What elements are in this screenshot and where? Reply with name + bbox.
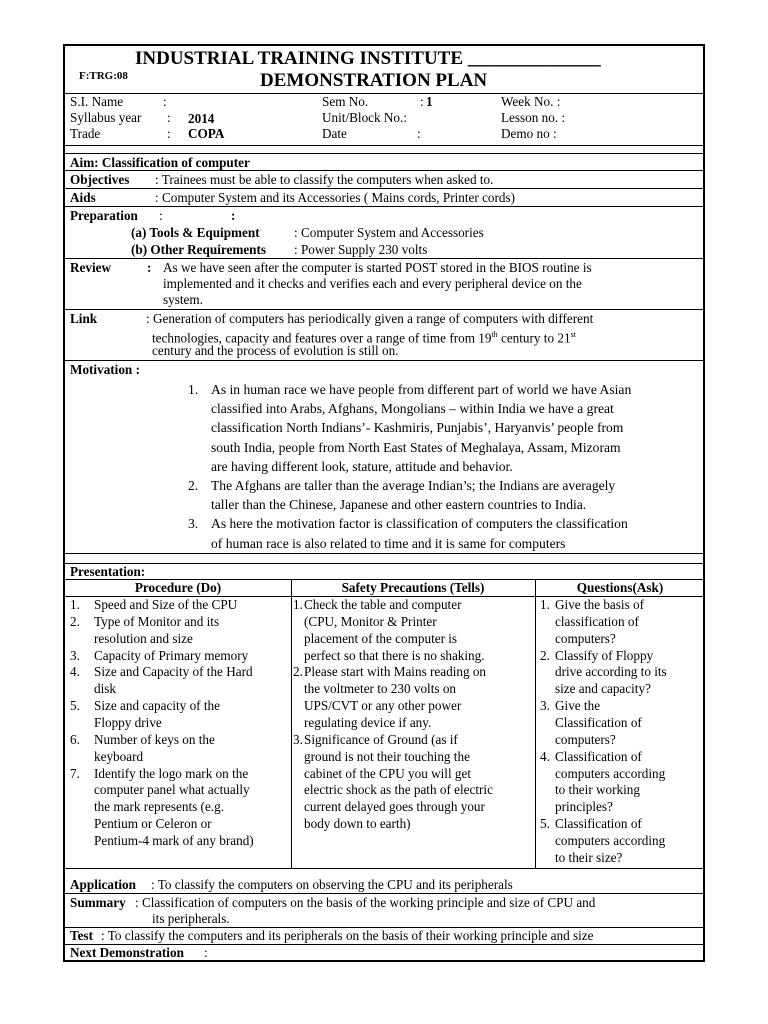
question-item-line: drive according to its	[555, 664, 667, 680]
question-item-line: computers according	[555, 832, 666, 848]
institute-title: INDUSTRIAL TRAINING INSTITUTE ______________	[135, 48, 601, 69]
procedure-item-line: Pentium-4 mark of any brand)	[94, 832, 254, 848]
column-divider	[535, 580, 536, 869]
question-item-line: Give the	[555, 698, 601, 714]
objectives-label: Objectives	[70, 172, 130, 187]
link-row	[65, 310, 703, 361]
other-req-text: : Power Supply 230 volts	[294, 242, 428, 257]
question-item-number: 3.	[540, 698, 550, 714]
sem-sep: :	[420, 94, 424, 109]
question-item-line: Classification of	[555, 714, 642, 730]
procedure-item-line: the mark represents (e.g.	[94, 799, 224, 815]
procedure-item-line: keyboard	[94, 748, 144, 764]
si-name-label: S.I. Name	[70, 94, 124, 109]
application-row	[65, 877, 703, 894]
summary-line: : Classification of computers on the basis of the working principle and size of CPU and	[135, 895, 596, 910]
safety-item-line: placement of the computer is	[304, 630, 458, 646]
question-item-line: Classify of Floppy	[555, 647, 654, 663]
preparation-sep: :	[159, 208, 163, 223]
syllabus-label: Syllabus year	[70, 110, 142, 125]
other-req-label: (b) Other Requirements	[131, 242, 267, 257]
objectives-text: : Trainees must be able to classify the computers when asked to.	[155, 172, 494, 187]
tools-label: (a) Tools & Equipment	[131, 225, 260, 240]
motivation-item-number: 1.	[188, 382, 199, 397]
presentation-row	[65, 564, 703, 580]
motivation-item-line: classification North Indians’- Kashmiris, Punjabis’, Haryanvis’ people from	[211, 420, 624, 436]
safety-item-line: (CPU, Monitor & Printer	[304, 613, 437, 629]
question-item-line: to their working	[555, 782, 640, 798]
safety-item-line: cabinet of the CPU you will get	[304, 765, 472, 781]
motivation-item-number: 3.	[188, 516, 199, 532]
procedure-item-line: disk	[94, 681, 116, 697]
aids-row	[65, 189, 703, 207]
procedure-item-number: 1.	[70, 597, 80, 612]
column-header-tells: Safety Precautions (Tells)	[341, 580, 485, 595]
review-line: implemented and it checks and verifies each and every peripheral device on the	[163, 276, 582, 291]
question-item-line: computers?	[555, 731, 616, 747]
presentation-header	[65, 580, 703, 597]
preparation-row	[65, 207, 703, 259]
safety-item-line: electric shock as the path of electric	[304, 782, 493, 798]
question-item-line: classification of	[555, 613, 639, 629]
motivation-item-number: 2.	[188, 478, 199, 493]
syllabus-value: 2014	[188, 111, 215, 126]
sem-value: 1	[426, 94, 433, 109]
sem-label: Sem No.	[322, 94, 369, 109]
review-row	[65, 259, 703, 310]
safety-item-line: the voltmeter to 230 volts on	[304, 681, 457, 697]
unit-label: Unit/Block No.:	[322, 110, 407, 125]
objectives-row	[65, 171, 703, 189]
review-line: As we have seen after the computer is started POST stored in the BIOS routine is	[163, 260, 592, 275]
question-item-line: Give the basis of	[555, 597, 644, 612]
link-line: : Generation of computers has periodically given a range of computers with different	[146, 311, 594, 326]
safety-item-line: body down to earth)	[304, 816, 411, 832]
safety-item-number: 1.	[293, 597, 303, 612]
safety-item-line: Significance of Ground (as if	[304, 731, 458, 747]
question-item-line: to their size?	[555, 849, 623, 865]
aids-text: : Computer System and its Accessories ( Mains cords, Printer cords)	[155, 190, 516, 205]
question-item-line: principles?	[555, 799, 613, 815]
procedure-item-line: Type of Monitor and its	[94, 613, 220, 629]
motivation-item-line: of human race is also related to time and it is same for computers	[211, 535, 566, 551]
procedure-item-number: 5.	[70, 698, 80, 714]
test-text: : To classify the computers and its peripherals on the basis of their working principle and size	[101, 928, 594, 943]
link-line: century and the process of evolution is still on.	[152, 343, 399, 358]
presentation-label: Presentation:	[70, 564, 146, 579]
question-item-line: computers?	[555, 630, 616, 646]
preparation-sep-2: :	[231, 208, 236, 223]
procedure-item-line: Number of keys on the	[94, 731, 215, 747]
link-line: technologies, capacity and features over a range of time from 19th century to 21st	[152, 330, 576, 346]
summary-row	[65, 894, 703, 928]
safety-item-line: ground is not their touching the	[304, 748, 470, 764]
procedure-item-number: 4.	[70, 664, 80, 680]
motivation-item-line: As in human race we have people from different part of world we have Asian	[211, 382, 632, 397]
question-item-number: 2.	[540, 647, 550, 663]
procedure-item-number: 6.	[70, 731, 80, 747]
spacer-row	[65, 146, 703, 154]
review-sep: :	[147, 260, 152, 275]
safety-item-line: Check the table and computer	[304, 597, 462, 612]
summary-line: its peripherals.	[152, 911, 230, 926]
trade-value: COPA	[188, 126, 225, 141]
spacer-row	[65, 554, 703, 564]
procedure-item-number: 7.	[70, 765, 80, 781]
aim-row	[65, 154, 703, 171]
procedure-item-line: Pentium or Celeron or	[94, 816, 212, 832]
motivation-item-line: are having different look, stature, attitude and behavior.	[211, 458, 513, 474]
procedure-item-line: computer panel what actually	[94, 782, 250, 798]
aids-label: Aids	[70, 190, 96, 205]
next-demo-row	[65, 945, 703, 961]
syllabus-sep: :	[167, 110, 171, 125]
test-label: Test	[70, 928, 93, 943]
column-divider	[291, 580, 292, 869]
procedure-item-number: 2.	[70, 613, 80, 629]
aim-text: Aim: Classification of computer	[70, 155, 250, 170]
procedure-item-line: Floppy drive	[94, 714, 162, 730]
link-label: Link	[70, 311, 98, 326]
date-label: Date	[322, 126, 347, 141]
date-sep: :	[417, 126, 421, 141]
safety-item-line: perfect so that there is no shaking.	[304, 647, 485, 663]
form-code: F:TRG:08	[79, 70, 128, 82]
trade-sep: :	[167, 126, 171, 141]
info-block	[65, 94, 703, 146]
safety-item-number: 3.	[293, 731, 303, 747]
column-header-ask: Questions(Ask)	[576, 580, 664, 595]
trade-label: Trade	[70, 126, 101, 141]
plan-title: DEMONSTRATION PLAN	[260, 70, 488, 91]
question-item-number: 5.	[540, 816, 550, 832]
motivation-item-line: south India, people from North East States of Meghalaya, Assam, Mizoram	[211, 439, 621, 455]
application-label: Application	[70, 877, 136, 892]
application-text: : To classify the computers on observing the CPU and its peripherals	[151, 877, 513, 892]
next-demo-sep: :	[204, 945, 208, 960]
column-header-do: Procedure (Do)	[134, 580, 222, 595]
procedure-item-number: 3.	[70, 647, 80, 663]
motivation-item-line: classified into Arabs, Afghans, Mongolians – within India we have a great	[211, 401, 614, 417]
safety-item-line: UPS/CVT or any other power	[304, 698, 462, 714]
motivation-item-line: taller than the Chinese, Japanese and other eastern countries to India.	[211, 497, 587, 513]
test-row	[65, 928, 703, 945]
question-item-number: 4.	[540, 748, 550, 764]
tools-text: : Computer System and Accessories	[294, 225, 484, 240]
safety-item-line: regulating device if any.	[304, 714, 432, 730]
question-item-number: 1.	[540, 597, 550, 612]
presentation-body	[65, 597, 703, 869]
procedure-item-line: Identify the logo mark on the	[94, 765, 249, 781]
procedure-item-line: Speed and Size of the CPU	[94, 597, 238, 612]
procedure-item-line: resolution and size	[94, 630, 193, 646]
motivation-item-line: The Afghans are taller than the average Indian’s; the Indians are averagely	[211, 478, 616, 493]
safety-item-number: 2.	[293, 664, 303, 680]
safety-item-line: Please start with Mains reading on	[304, 664, 487, 680]
procedure-item-line: Size and Capacity of the Hard	[94, 664, 253, 680]
si-name-sep: :	[163, 94, 167, 109]
demonstration-plan-form	[63, 44, 705, 962]
question-item-line: Classification of	[555, 816, 642, 832]
week-label: Week No. :	[501, 94, 561, 109]
demo-label: Demo no :	[501, 126, 557, 141]
motivation-row	[65, 361, 703, 554]
procedure-item-line: Capacity of Primary memory	[94, 647, 249, 663]
motivation-label: Motivation :	[70, 362, 140, 377]
next-demo-label: Next Demonstration	[70, 945, 184, 960]
procedure-item-line: Size and capacity of the	[94, 698, 220, 714]
lesson-label: Lesson no. :	[501, 110, 566, 125]
review-line: system.	[163, 292, 203, 307]
question-item-line: Classification of	[555, 748, 642, 764]
question-item-line: computers according	[555, 765, 666, 781]
review-label: Review	[70, 260, 112, 275]
summary-label: Summary	[70, 895, 126, 910]
preparation-label: Preparation	[70, 208, 138, 223]
question-item-line: size and capacity?	[555, 681, 651, 697]
motivation-item-line: As here the motivation factor is classification of computers the classification	[211, 516, 628, 532]
form-header	[65, 46, 703, 94]
safety-item-line: current delayed goes through your	[304, 799, 485, 815]
